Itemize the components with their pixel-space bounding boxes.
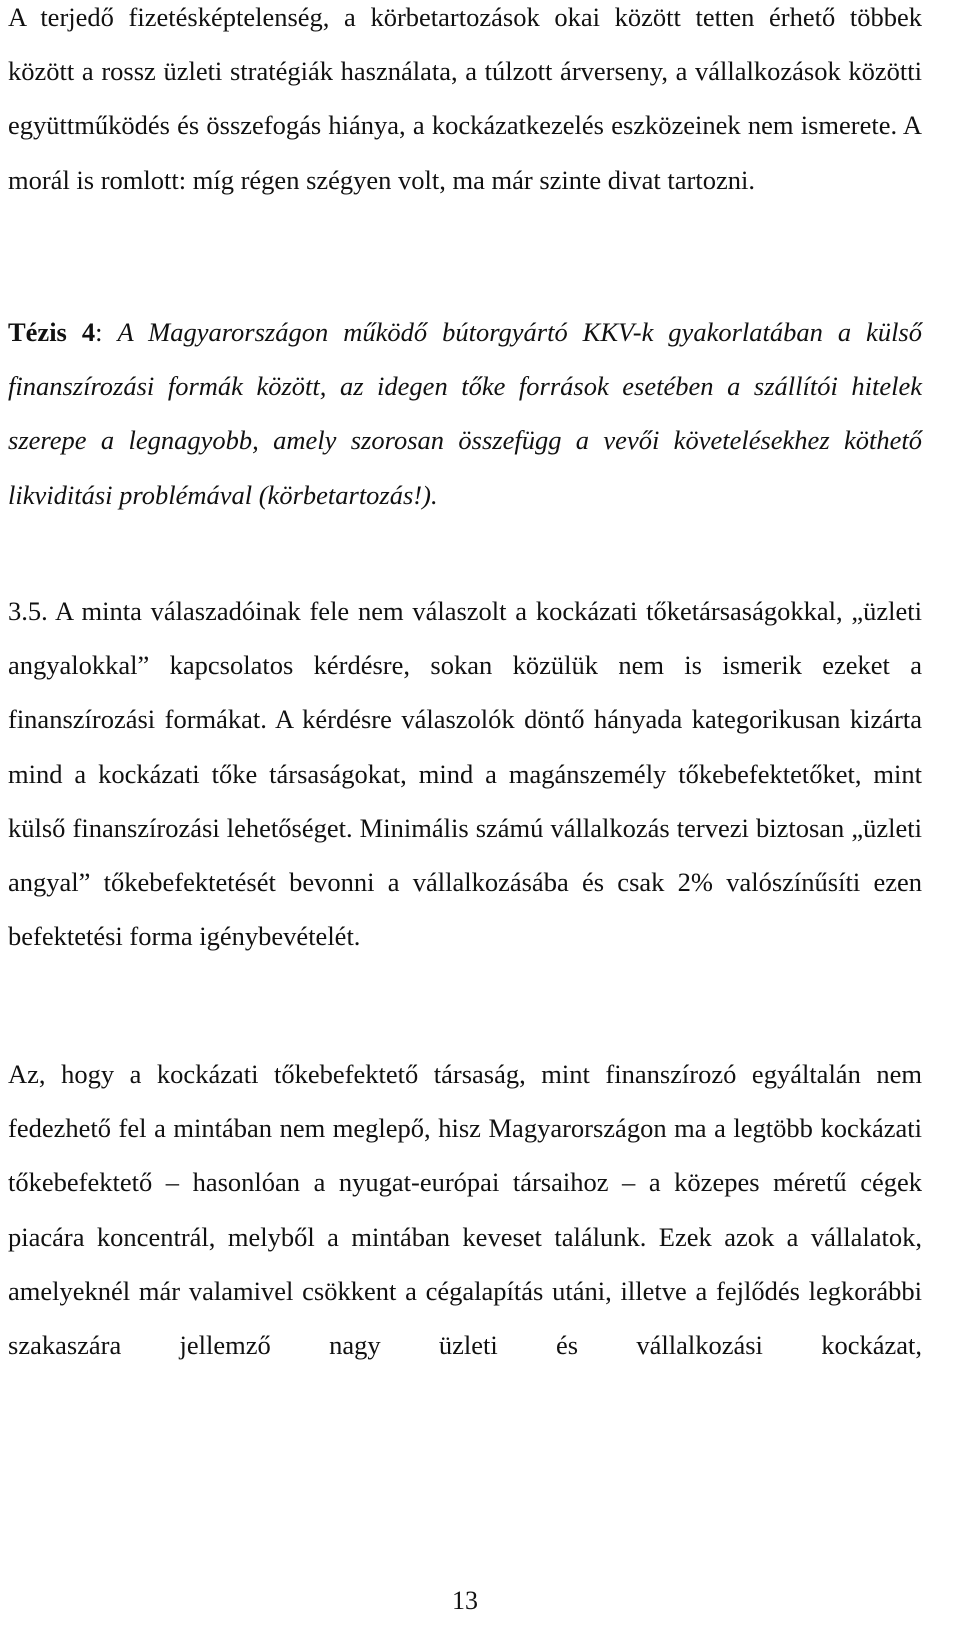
section-3-5-paragraph: 3.5. A minta válaszadóinak fele nem válaszolt a kockázati tőketársaságokkal, „üzleti angyalokkal” kapcsolatos kérdésre, sokan közülük nem is ismerik ezeket a finanszírozási formákat. A kérdésre válaszolók döntő hányada kategorikusan kizárta mind a kockázati tőke társaságokat, mind a magánszemély tőkebefektetőket, mint külső finanszírozási lehetőséget. Minimális számú vállalkozás tervezi biztosan „üzleti angyal” tőkebefektetését bevonni a vállalkozásába és csak 2% valószínűsíti ezen befektetési forma igénybevételét. <box>8 596 922 952</box>
thesis-label: Tézis 4 <box>8 317 96 347</box>
intro-paragraph: A terjedő fizetésképtelenség, a körbetartozások okai között tetten érhető többek között a rossz üzleti stratégiák használata, a túlzott árverseny, a vállalkozások közötti együttműködés és összefogás hiánya, a kockázatkezelés eszközeinek nem ismerete. A morál is romlott: míg régen szégyen volt, ma már szinte divat tartozni. <box>8 2 922 195</box>
thesis-colon: : <box>95 317 118 347</box>
page-number: 13 <box>452 1586 478 1615</box>
closing-paragraph: Az, hogy a kockázati tőkebefektető társaság, mint finanszírozó egyáltalán nem fedezhető fel a mintában nem meglepő, hisz Magyarországon ma a legtöbb kockázati tőkebefektető – hasonlóan a nyugat-európai társaihoz – a közepes méretű cégek piacára koncentrál, melyből a mintában keveset találunk. Ezek azok a vállalatok, amelyeknél már valamivel csökkent a cégalapítás utáni, illetve a fejlődés legkorábbi szakaszára jellemző nagy üzleti és vállalkozási kockázat, <box>8 1059 922 1361</box>
thesis-paragraph <box>8 305 922 522</box>
thesis-text: A Magyarországon működő bútorgyártó KKV-k gyakorlatában a külső finanszírozási formák között, az idegen tőke források esetében a szállítói hitelek szerepe a legnagyobb, amely szorosan összefügg a vevői követelésekhez köthető likviditási problémával (körbetartozás!). <box>8 317 922 510</box>
